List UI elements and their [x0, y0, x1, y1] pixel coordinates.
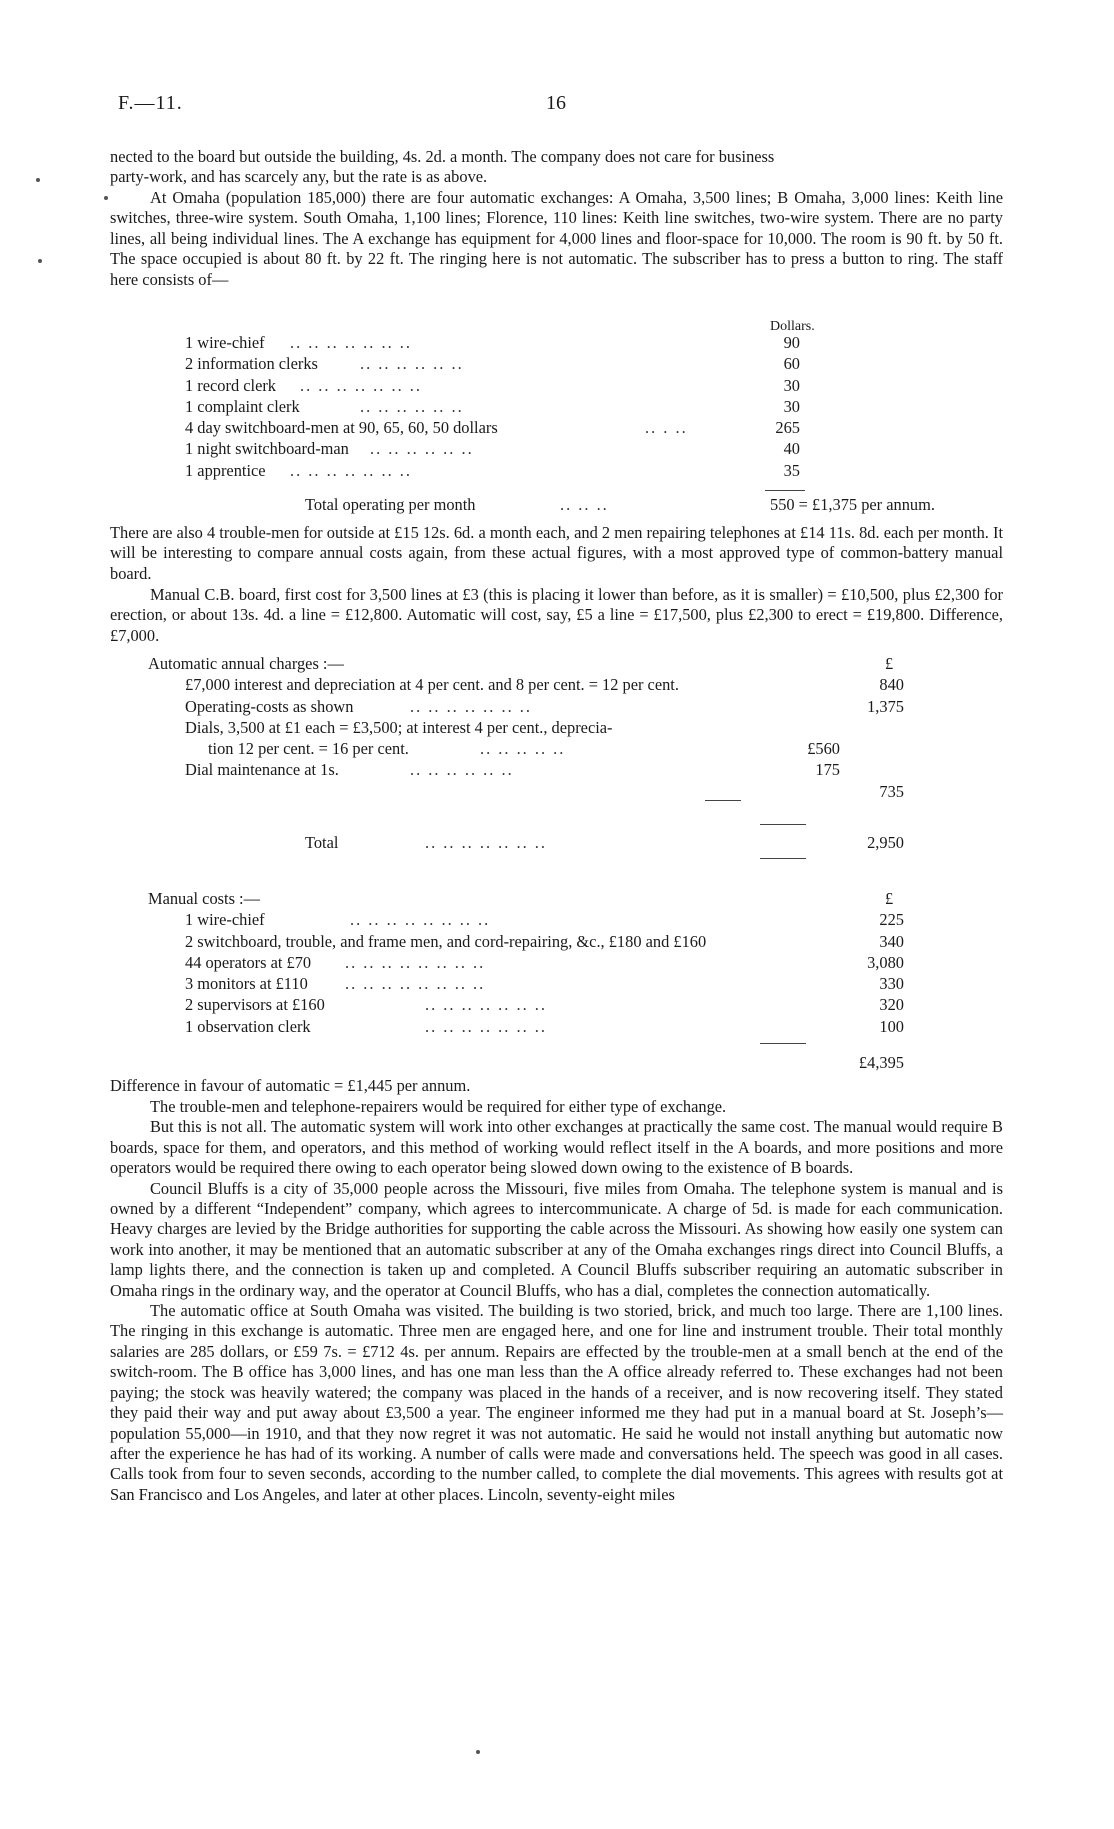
margin-mark — [36, 178, 40, 182]
charge-value: 840 — [879, 675, 904, 695]
manual-costs-heading-row — [110, 888, 1003, 909]
manual-total-row — [110, 1052, 1003, 1074]
staff-row — [110, 353, 1003, 374]
paragraph-council-bluffs: Council Bluffs is a city of 35,000 people across the Missouri, five miles from Omaha. The telephone system is manual and is owned by a different “Independent” company, which agrees to intercommunicate. A charge of 5d. is made for each communication. Heavy charges are levied by the Bridge authorities for supporting the cable across the Missouri. As showing how easily one system can work into another, it may be mentioned that an automatic subscriber at any of the Omaha exchanges rings direct into Council Bluffs, a lamp lights there, and the connection is taken up and completed. A Council Bluffs subscriber requiring an automatic subscriber in Omaha rings in the ordinary way, and the operator at Council Bluffs, who has a dial, completes the connection automatically. — [110, 1178, 1003, 1300]
leader-dots: .. .. .. .. .. .. .. .. — [345, 974, 486, 994]
manual-total-rule — [760, 1043, 806, 1044]
staff-label: 1 apprentice — [185, 460, 266, 480]
manual-cost-value: 225 — [879, 910, 904, 930]
leader-dots: .. .. .. .. .. .. .. — [425, 1016, 547, 1036]
manual-cost-value: 3,080 — [867, 952, 904, 972]
intro-line-2: party-work, and has scarcely any, but the rate is as above. — [110, 167, 488, 187]
leader-dots: .. .. .. .. .. .. — [360, 354, 464, 374]
staff-row — [110, 460, 1003, 481]
manual-cost-value: 320 — [879, 995, 904, 1015]
charge-subvalue: £560 — [807, 739, 840, 759]
charge-subvalue: 175 — [815, 760, 840, 780]
page-number: 16 — [546, 92, 566, 114]
manual-cb-text: Manual C.B. board, first cost for 3,500 lines at £3 (this is placing it lower than before, as it is smaller) = £10,500, plus £2,300 for erection, or about 13s. 4d. a line = £12,800. Automatic will cost, say, £5 a line = £17,500, plus £2,300 to erect = £19,800. Difference, £7,000. — [110, 585, 1003, 645]
leader-dots: .. .. .. .. .. .. .. — [410, 696, 532, 716]
manual-cost-value: 340 — [879, 931, 904, 951]
charge-subtotal-row — [110, 781, 1003, 802]
staff-table — [110, 316, 1003, 486]
charge-row — [110, 674, 1003, 695]
manual-cb-paragraph — [110, 585, 1003, 646]
manual-cost-label: 3 monitors at £110 — [185, 974, 308, 994]
omaha-paragraph — [110, 188, 1003, 290]
staff-total-label: Total operating per month — [305, 495, 476, 514]
leader-dots: .. .. .. .. .. .. — [360, 396, 464, 416]
manual-cost-value: 100 — [879, 1016, 904, 1036]
manual-cost-label: 1 observation clerk — [185, 1016, 311, 1036]
document-reference: F.—11. — [118, 92, 183, 114]
trouble-men-text: There are also 4 trouble-men for outside at £15 12s. 6d. a month each, and 2 men repairing telephones at £14 11s. 8d. each per month. It will be interesting to compare annual costs again, from these actual figures, with a most approved type of common-battery manual board. — [110, 523, 1003, 583]
staff-value: 265 — [775, 418, 800, 438]
total-rule-bottom — [760, 858, 806, 859]
margin-mark — [38, 259, 42, 263]
charge-label: Operating-costs as shown — [185, 696, 354, 716]
paragraph-south-omaha: The automatic office at South Omaha was visited. The building is two storied, brick, and much too large. There are 1,100 lines. The ringing in this exchange is automatic. Three men are engaged here, and one for line and instrument trouble. Their total monthly salaries are 285 dollars, or £59 7s. = £712 4s. per annum. Repairs are effected by the trouble-men at a small bench at the end of the switch-room. The B office has 3,000 lines, and has one man less than the A office already referred to. These exchanges had not been paying; the stock was heavily watered; the company was placed in the hands of a receiver, and is now recovering itself. They stated they paid their way and put away about £3,500 a year. The engineer informed me they had put in a manual board at St. Joseph’s—population 55,000—in 1910, and that they now regret it was not automatic. He said he would not install anything but automatic now after the experience he has had of its working. A number of calls were made and conversations held. The speech was good in all cases. Calls took from four to seven seconds, according to the number called, to complete the dial movements. This agrees with results got at San Francisco and Los Angeles, and later at other places. Lincoln, seventy-eight miles — [110, 1301, 1003, 1504]
charge-label: £7,000 interest and depreciation at 4 per cent. and 8 per cent. = 12 per cent. — [185, 675, 679, 695]
automatic-total-label: Total — [305, 833, 339, 852]
leader-dots: .. .. .. .. .. .. — [370, 439, 474, 459]
closing-paragraphs — [110, 1097, 1003, 1505]
charge-label: Dial maintenance at 1s. — [185, 760, 339, 780]
manual-total-value: £4,395 — [858, 1053, 904, 1072]
staff-rows — [110, 332, 1003, 481]
charge-row — [110, 717, 1003, 738]
leader-dots: .. .. .. .. .. .. .. .. — [350, 910, 491, 930]
staff-total-value: 550 = £1,375 per annum. — [770, 495, 935, 514]
staff-row — [110, 375, 1003, 396]
leader-dots: .. .. .. .. .. .. .. — [425, 833, 547, 852]
paragraph-trouble-men: The trouble-men and telephone-repairers would be required for either type of exchange. — [150, 1097, 727, 1116]
leader-dots: .. . .. — [645, 418, 688, 438]
omaha-paragraph-text: At Omaha (population 185,000) there are four automatic exchanges: A Omaha, 3,500 lines; B Omaha, 3,000 lines: Keith line switches, three-wire system. South Omaha, 1,100 lines; Florence, 110 lines: Keith line switches, two-wire system. There are no party lines, all being individual lines. The A exchange has equipment for 4,000 lines and floor-space for 10,000. The room is 90 ft. by 50 ft. The space occupied is about 80 ft. by 22 ft. The ringing here is not automatic. The subscriber has to press a button to ring. The staff here consists of— — [110, 188, 1003, 289]
intro-paragraph — [110, 147, 1003, 188]
manual-cost-row — [110, 909, 1003, 930]
staff-value: 90 — [783, 333, 800, 352]
charge-row — [110, 696, 1003, 717]
leader-dots: .. .. .. .. .. .. .. — [290, 333, 412, 352]
staff-label: 1 night switchboard-man — [185, 439, 349, 459]
staff-label: 4 day switchboard-men at 90, 65, 60, 50 dollars — [185, 418, 498, 438]
paragraph-not-all: But this is not all. The automatic system will work into other exchanges at practically the same cost. The manual would require B boards, space for them, and operators, and this method of working would reflect itself in the A boards, and more positions and more operators would be required there owing to each operator being slowed down owing to the existence of B boards. — [110, 1117, 1003, 1178]
staff-value: 60 — [783, 354, 800, 374]
charge-subtotal: 735 — [879, 781, 904, 801]
automatic-total-value: 2,950 — [867, 833, 904, 852]
staff-label: 1 record clerk — [185, 375, 277, 395]
staff-row — [110, 332, 1003, 353]
manual-cost-label: 2 switchboard, trouble, and frame men, and cord-repairing, &c., £180 and £160 — [185, 931, 707, 951]
charge-row — [110, 738, 1003, 759]
staff-row — [110, 438, 1003, 459]
manual-cost-row — [110, 931, 1003, 952]
staff-row — [110, 396, 1003, 417]
charge-label: Dials, 3,500 at £1 each = £3,500; at interest 4 per cent., deprecia- — [185, 717, 613, 737]
leader-dots: .. .. .. .. .. .. — [410, 760, 514, 780]
subtotal-rule — [705, 800, 741, 801]
manual-cost-label: 2 supervisors at £160 — [185, 995, 325, 1015]
difference-text: Difference in favour of automatic = £1,445 per annum. — [110, 1076, 471, 1095]
intro-line-1: nected to the board but outside the building, 4s. 2d. a month. The company does not care for business — [110, 147, 775, 166]
margin-mark — [476, 1750, 480, 1754]
leader-dots: .. .. .. .. .. .. .. — [300, 375, 422, 395]
charge-row — [110, 759, 1003, 780]
currency-label: Dollars. — [770, 319, 815, 334]
charge-label: tion 12 per cent. = 16 per cent. — [208, 739, 409, 759]
manual-cost-label: 1 wire-chief — [185, 910, 265, 930]
staff-value: 30 — [783, 396, 800, 416]
manual-cost-row — [110, 973, 1003, 994]
trouble-men-paragraph — [110, 523, 1003, 584]
page-header — [118, 92, 1018, 122]
staff-row — [110, 417, 1003, 438]
manual-costs-heading: Manual costs :— — [148, 889, 260, 908]
automatic-total-row — [110, 832, 1003, 854]
leader-dots: .. .. .. .. .. .. .. — [425, 995, 547, 1015]
manual-cost-row — [110, 994, 1003, 1015]
manual-costs-table — [110, 888, 1003, 1038]
margin-mark — [104, 196, 108, 200]
automatic-charges-table — [110, 653, 1003, 833]
staff-label: 1 complaint clerk — [185, 396, 300, 416]
manual-cost-value: 330 — [879, 974, 904, 994]
automatic-charges-heading-row — [110, 653, 1003, 674]
manual-cost-label: 44 operators at £70 — [185, 952, 312, 972]
total-rule-top — [760, 824, 806, 825]
manual-cost-row — [110, 1016, 1003, 1037]
leader-dots: .. .. .. .. .. .. .. — [290, 460, 412, 480]
leader-dots: .. .. .. .. .. — [480, 739, 566, 759]
leader-dots: .. .. .. .. .. .. .. .. — [345, 952, 486, 972]
charge-value: 1,375 — [867, 696, 904, 716]
leader-dots: .. .. .. — [560, 495, 609, 514]
staff-value: 40 — [783, 439, 800, 459]
currency-symbol: £ — [885, 654, 894, 673]
currency-symbol: £ — [885, 889, 894, 908]
staff-total-row — [110, 494, 1003, 516]
automatic-charges-heading: Automatic annual charges :— — [148, 654, 344, 673]
staff-sum-rule — [765, 490, 805, 491]
staff-label: 2 information clerks — [185, 354, 318, 374]
difference-line — [110, 1076, 1003, 1096]
staff-value: 35 — [783, 460, 800, 480]
staff-label: 1 wire-chief — [185, 333, 265, 352]
staff-value: 30 — [783, 375, 800, 395]
manual-cost-row — [110, 952, 1003, 973]
